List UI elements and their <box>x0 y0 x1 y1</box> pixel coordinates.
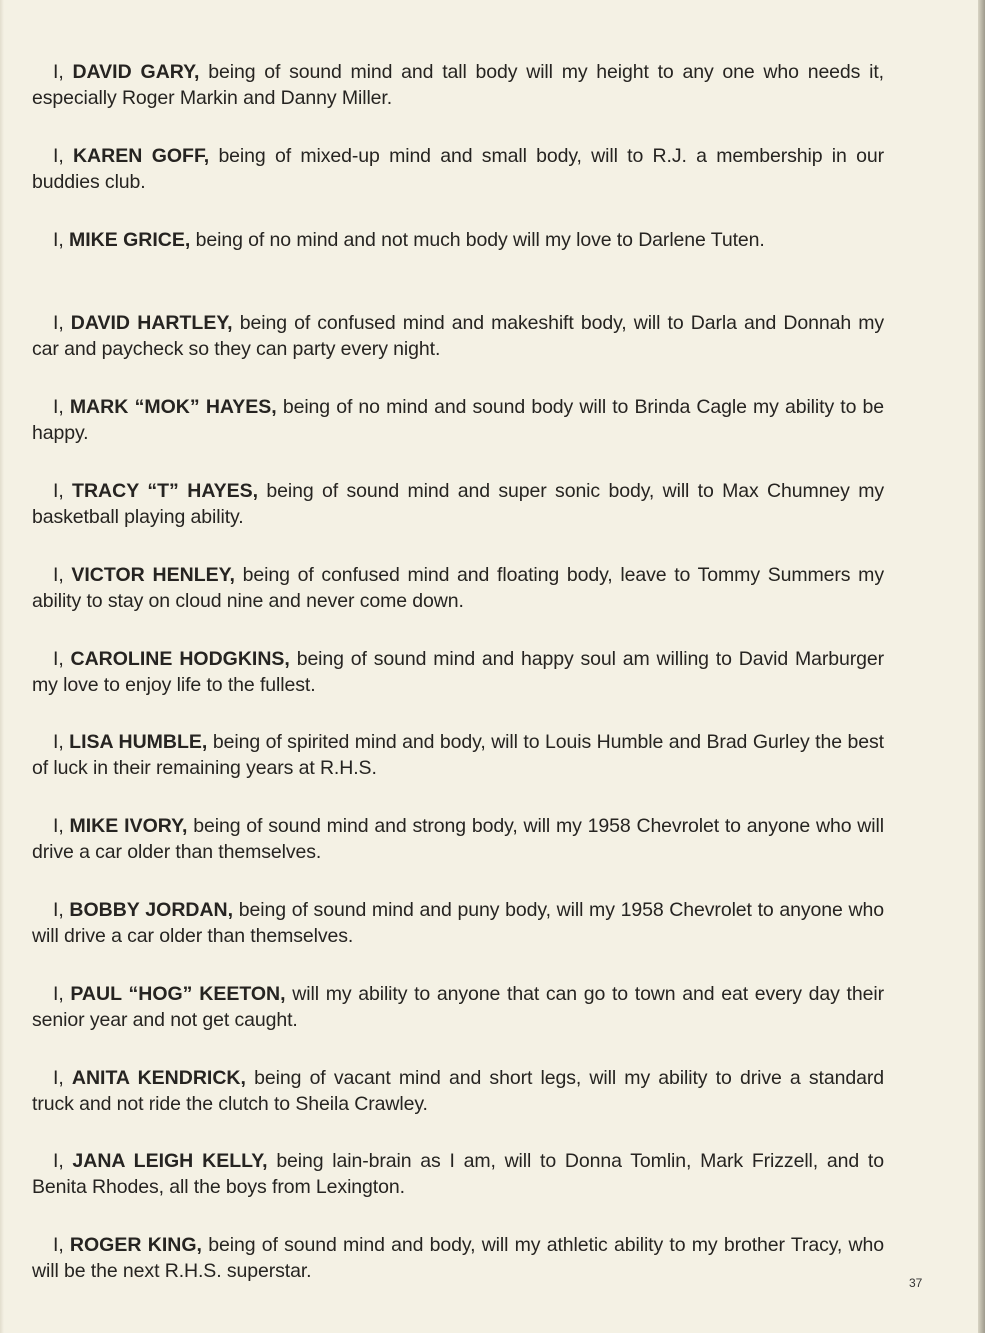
entry-name: MIKE GRICE, <box>68 228 191 251</box>
entry-name: TRACY “T” HAYES, <box>72 479 259 502</box>
entry-name: DAVID HARTLEY, <box>70 312 233 335</box>
entry-name: MIKE IVORY, <box>69 815 188 838</box>
entry-name: LISA HUMBLE, <box>69 731 208 754</box>
will-entry: I, ROGER KING, being of sound mind and body, will my athletic ability to my brother Tracy, who will be the next R.H.S. superstar. <box>32 1234 884 1283</box>
entry-name: BOBBY JORDAN, <box>69 898 234 921</box>
will-entry: I, KAREN GOFF, being of mixed-up mind and small body, will to R.J. a membership in our buddies club. <box>32 144 884 193</box>
will-entry: I, PAUL “HOG” KEETON, will my ability to anyone that can go to town and eat every day their senior year and not get caught. <box>32 982 884 1031</box>
will-entry: I, TRACY “T” HAYES, being of sound mind and super sonic body, will to Max Chumney my basketball playing ability. <box>32 479 884 528</box>
entry-name: KAREN GOFF, <box>72 144 210 167</box>
will-entry: I, MIKE IVORY, being of sound mind and strong body, will my 1958 Chevrolet to anyone who will drive a car older than themselves. <box>32 815 884 864</box>
will-entry: I, VICTOR HENLEY, being of confused mind and floating body, leave to Tommy Summers my ability to stay on cloud nine and never come down. <box>32 563 884 612</box>
entry-name: DAVID GARY, <box>72 61 200 83</box>
page-binding-shadow <box>0 0 4 1333</box>
will-entry: I, MARK “MOK” HAYES, being of no mind and sound body will to Brinda Cagle my ability to be happy. <box>32 396 884 445</box>
entry-name: JANA LEIGH KELLY, <box>72 1150 268 1173</box>
entry-name: ANITA KENDRICK, <box>71 1066 246 1089</box>
will-entries <box>32 59 884 1316</box>
will-entry: I, CAROLINE HODGKINS, being of sound mind and happy soul am willing to David Marburger my love to enjoy life to the fullest. <box>32 647 884 696</box>
will-entry: I, DAVID GARY, being of sound mind and tall body will my height to any one who needs it, especially Roger Markin and Danny Miller. <box>32 61 884 109</box>
will-entry: I, BOBBY JORDAN, being of sound mind and puny body, will my 1958 Chevrolet to anyone who will drive a car older than themselves. <box>32 898 884 947</box>
will-entry: I, JANA LEIGH KELLY, being lain-brain as I am, will to Donna Tomlin, Mark Frizzell, and to Benita Rhodes, all the boys from Lexington. <box>32 1150 884 1199</box>
entry-name: ROGER KING, <box>69 1234 202 1257</box>
will-entry: I, ANITA KENDRICK, being of vacant mind and short legs, will my ability to drive a standard truck and not ride the clutch to Sheila Crawley. <box>32 1066 884 1115</box>
will-entry: I, MIKE GRICE, being of no mind and not much body will my love to Darlene Tuten. <box>53 228 765 251</box>
entry-name: CAROLINE HODGKINS, <box>70 647 290 670</box>
page-number: 37 <box>909 1276 923 1290</box>
entry-name: MARK “MOK” HAYES, <box>69 396 277 419</box>
page-edge-shadow <box>978 0 985 1333</box>
will-entry: I, LISA HUMBLE, being of spirited mind and body, will to Louis Humble and Brad Gurley the best of luck in their remaining years at R.H.S. <box>32 731 884 780</box>
will-entry: I, DAVID HARTLEY, being of confused mind and makeshift body, will to Darla and Donnah my car and paycheck so they can party every night. <box>32 312 884 361</box>
entry-name: PAUL “HOG” KEETON, <box>70 982 286 1005</box>
entry-name: VICTOR HENLEY, <box>71 563 235 586</box>
